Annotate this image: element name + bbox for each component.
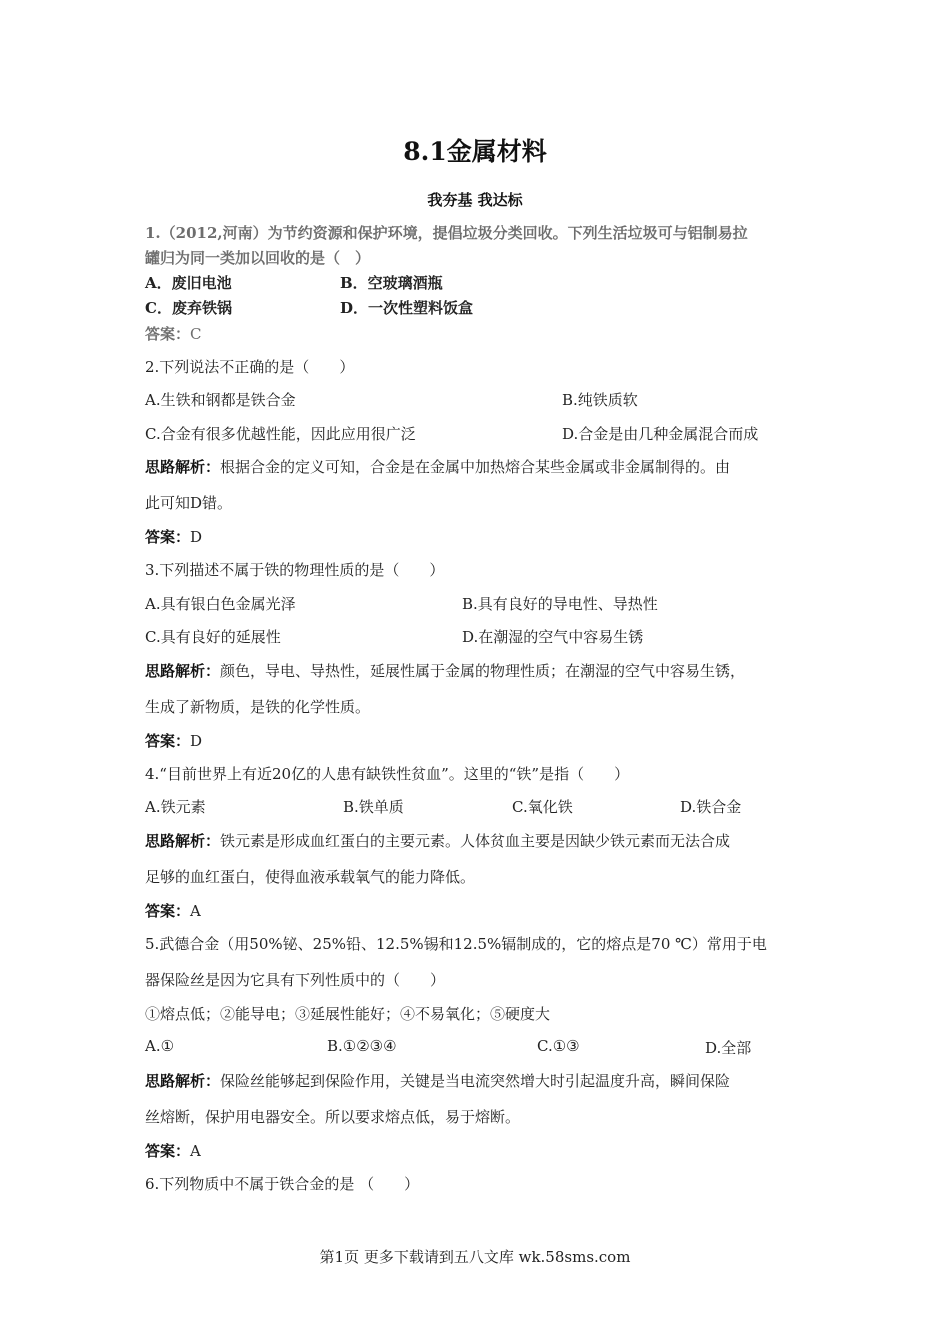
q4-answer-value: A bbox=[190, 902, 201, 920]
q1-answer-value: C bbox=[190, 325, 202, 343]
q1-option-c: C．废弃铁锅 bbox=[145, 299, 232, 317]
q3-analysis-text1: 颜色，导电、导热性，延展性属于金属的物理性质；在潮湿的空气中容易生锈， bbox=[220, 662, 746, 680]
q4-option-c: C.氧化铁 bbox=[512, 798, 573, 816]
q4-answer-label: 答案： bbox=[145, 902, 191, 920]
q3-option-c: C.具有良好的延展性 bbox=[145, 628, 281, 646]
q2-option-c: C.合金有很多优越性能，因此应用很广泛 bbox=[145, 425, 416, 443]
q4-analysis-line1 bbox=[145, 830, 730, 851]
q5-analysis-text1: 保险丝能够起到保险作用，关键是当电流突然增大时引起温度升高，瞬间保险 bbox=[220, 1072, 731, 1090]
q5-answer-value: A bbox=[190, 1142, 201, 1160]
q2-analysis-label: 思路解析： bbox=[145, 458, 221, 476]
q3-answer bbox=[145, 730, 202, 751]
page-footer: 第1页 更多下载请到五八文库 wk.58sms.com bbox=[319, 1248, 631, 1266]
q1-answer-label: 答案： bbox=[145, 325, 191, 343]
q2-option-d: D.合金是由几种金属混合而成 bbox=[562, 425, 759, 443]
q4-analysis-line2: 足够的血红蛋白，使得血液承载氧气的能力降低。 bbox=[145, 868, 476, 886]
q4-analysis-label: 思路解析： bbox=[145, 832, 221, 850]
q3-answer-value: D bbox=[190, 732, 203, 750]
q5-properties: ①熔点低；②能导电；③延展性能好；④不易氧化；⑤硬度大 bbox=[145, 1005, 551, 1023]
section-subtitle: 我夯基 我达标 bbox=[427, 191, 523, 209]
q3-stem: 3.下列描述不属于铁的物理性质的是（ ） bbox=[145, 561, 445, 579]
q2-answer-label: 答案： bbox=[145, 528, 191, 546]
q5-stem-line2: 器保险丝是因为它具有下列性质中的（ ） bbox=[145, 971, 446, 989]
q1-option-a: A．废旧电池 bbox=[145, 274, 232, 292]
q5-analysis-line1 bbox=[145, 1070, 730, 1091]
q3-analysis-label: 思路解析： bbox=[145, 662, 221, 680]
q3-analysis-line1 bbox=[145, 660, 745, 681]
q5-analysis-label: 思路解析： bbox=[145, 1072, 221, 1090]
q2-option-b: B.纯铁质软 bbox=[562, 391, 638, 409]
q4-analysis-text1: 铁元素是形成血红蛋白的主要元素。人体贫血主要是因缺少铁元素而无法合成 bbox=[220, 832, 731, 850]
q2-stem: 2.下列说法不正确的是（ ） bbox=[145, 358, 355, 376]
q5-stem-line1: 5.武德合金（用50%铋、25%铅、12.5%锡和12.5%镉制成的，它的熔点是70 ℃）常用于电 bbox=[145, 935, 767, 953]
q3-option-d: D.在潮湿的空气中容易生锈 bbox=[462, 628, 644, 646]
q4-answer bbox=[145, 900, 201, 921]
q4-option-a: A.铁元素 bbox=[145, 798, 206, 816]
q4-option-b: B.铁单质 bbox=[343, 798, 404, 816]
q3-analysis-line2: 生成了新物质，是铁的化学性质。 bbox=[145, 698, 371, 716]
q1-option-b: B．空玻璃酒瓶 bbox=[340, 274, 443, 292]
q5-option-b: B.①②③④ bbox=[327, 1037, 397, 1055]
q2-answer bbox=[145, 526, 202, 547]
q5-option-a: A.① bbox=[145, 1037, 175, 1055]
q5-analysis-line2: 丝熔断，保护用电器安全。所以要求熔点低，易于熔断。 bbox=[145, 1108, 521, 1126]
q3-answer-label: 答案： bbox=[145, 732, 191, 750]
q1-stem-line2: 罐归为同一类加以回收的是（ ） bbox=[145, 249, 371, 267]
page-title: 8.1金属材料 bbox=[403, 137, 547, 166]
q1-stem-line1: 1.（2012,河南）为节约资源和保护环境，提倡垃圾分类回收。下列生活垃圾可与铝制易拉 bbox=[145, 224, 748, 242]
q2-answer-value: D bbox=[190, 528, 203, 546]
q5-option-d: D.全部 bbox=[705, 1039, 752, 1057]
q6-stem: 6.下列物质中不属于铁合金的是 （ ） bbox=[145, 1175, 420, 1193]
q4-stem: 4.“目前世界上有近20亿的人患有缺铁性贫血”。这里的“铁”是指（ ） bbox=[145, 765, 630, 783]
q1-answer bbox=[145, 323, 202, 344]
q5-option-c: C.①③ bbox=[537, 1037, 580, 1055]
q5-answer-label: 答案： bbox=[145, 1142, 191, 1160]
q5-answer bbox=[145, 1140, 201, 1161]
q1-option-d: D．一次性塑料饭盒 bbox=[340, 299, 474, 317]
q2-analysis-line1 bbox=[145, 456, 730, 477]
q3-option-b: B.具有良好的导电性、导热性 bbox=[462, 595, 658, 613]
q2-analysis-text1: 根据合金的定义可知，合金是在金属中加热熔合某些金属或非金属制得的。由 bbox=[220, 458, 731, 476]
q2-analysis-line2: 此可知D错。 bbox=[145, 494, 233, 512]
q4-option-d: D.铁合金 bbox=[680, 798, 742, 816]
q3-option-a: A.具有银白色金属光泽 bbox=[145, 595, 296, 613]
q2-option-a: A.生铁和钢都是铁合金 bbox=[145, 391, 296, 409]
